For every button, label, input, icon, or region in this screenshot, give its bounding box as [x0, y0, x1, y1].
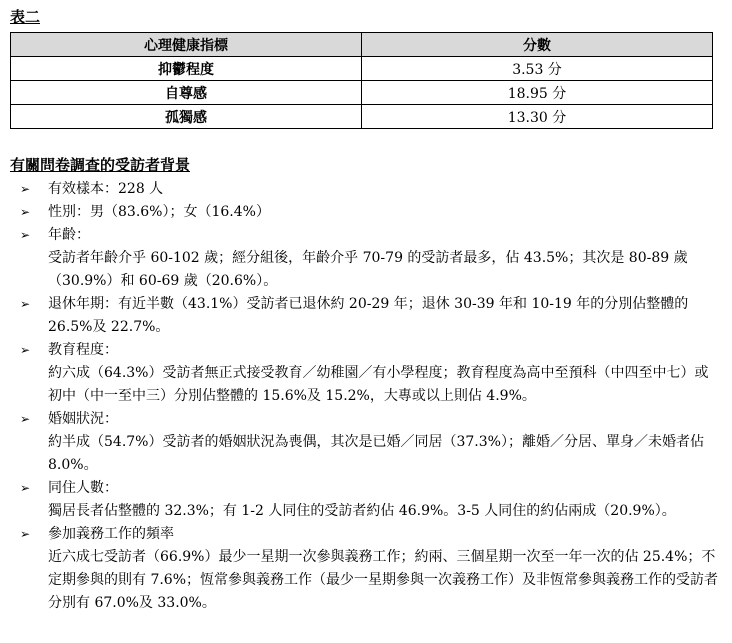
mental-health-table [10, 32, 713, 129]
table-caption: 表二 [10, 8, 41, 26]
list-item [20, 408, 720, 477]
score-cell: 13.30 分 [362, 105, 713, 129]
column-header-score: 分數 [362, 33, 713, 57]
list-item-detail: 受訪者年齡介乎 60-102 歲；經分組後，年齡介乎 70-79 的受訪者最多，佔 43.5%；其次是 80-89 歲（30.9%）和 60-69 歲（20.6%）。 [48, 250, 688, 289]
list-item-detail: 約半成（54.7%）受訪者的婚姻狀況為喪偶，其次是已婚／同居（37.3%）；離婚／分居、單身／未婚者佔 8.0%。 [48, 434, 704, 473]
list-item [20, 178, 720, 201]
table-row [11, 81, 713, 105]
list-item-label: 退休年期：有近半數（43.1%）受訪者已退休約 20-29 年；退休 30-39 年和 10-19 年的分別佔整體的 26.5%及 22.7%。 [48, 296, 689, 335]
score-cell: 3.53 分 [362, 57, 713, 81]
list-item [20, 201, 720, 224]
list-item-label: 同住人數： [48, 480, 118, 496]
list-item [20, 224, 720, 293]
list-item-label: 教育程度： [48, 342, 118, 358]
list-item [20, 293, 720, 339]
list-item [20, 477, 720, 523]
list-item-detail: 獨居長者佔整體的 32.3%；有 1-2 人同住的受訪者約佔 46.9%。3-5 人同住的約佔兩成（20.9%）。 [48, 503, 676, 519]
indicator-cell: 自尊感 [11, 81, 362, 105]
list-item-label: 婚姻狀況： [48, 411, 118, 427]
arrow-bullet-icon: ➢ [20, 228, 31, 242]
indicator-cell: 抑鬱程度 [11, 57, 362, 81]
list-item-detail: 約六成（64.3%）受訪者無正式接受教育／幼稚園／有小學程度；教育程度為高中至預科（中四至中七）或初中（中一至中三）分別佔整體的 15.6%及 15.2%，大專或以上則佔 4.9%。 [48, 365, 709, 404]
column-header-indicator: 心理健康指標 [11, 33, 362, 57]
list-item-label: 參加義務工作的頻率 [48, 526, 174, 542]
list-item-label: 性別：男（83.6%）；女（16.4%） [48, 204, 270, 220]
arrow-bullet-icon: ➢ [20, 343, 31, 357]
arrow-bullet-icon: ➢ [20, 297, 31, 311]
arrow-bullet-icon: ➢ [20, 182, 31, 196]
indicator-cell: 孤獨感 [11, 105, 362, 129]
arrow-bullet-icon: ➢ [20, 527, 31, 541]
section-heading: 有關問卷調查的受訪者背景 [10, 156, 191, 174]
list-item-label: 年齡： [48, 227, 90, 243]
arrow-bullet-icon: ➢ [20, 412, 31, 426]
table-row [11, 105, 713, 129]
arrow-bullet-icon: ➢ [20, 481, 31, 495]
list-item-detail: 近六成七受訪者（66.9%）最少一星期一次參與義務工作；約兩、三個星期一次至一年一次的佔 25.4%；不定期參與的則有 7.6%；恆常參與義務工作（最少一星期參與一次義務工作）及非恆常參與義務工作的受訪者分別有 67.0%及 33.0%。 [48, 549, 719, 611]
arrow-bullet-icon: ➢ [20, 205, 31, 219]
list-item-label: 有效樣本：228 人 [48, 181, 164, 197]
list-item [20, 339, 720, 408]
respondent-background-list [20, 178, 720, 615]
score-cell: 18.95 分 [362, 81, 713, 105]
table-header-row [11, 33, 713, 57]
list-item [20, 523, 720, 615]
table-row [11, 57, 713, 81]
